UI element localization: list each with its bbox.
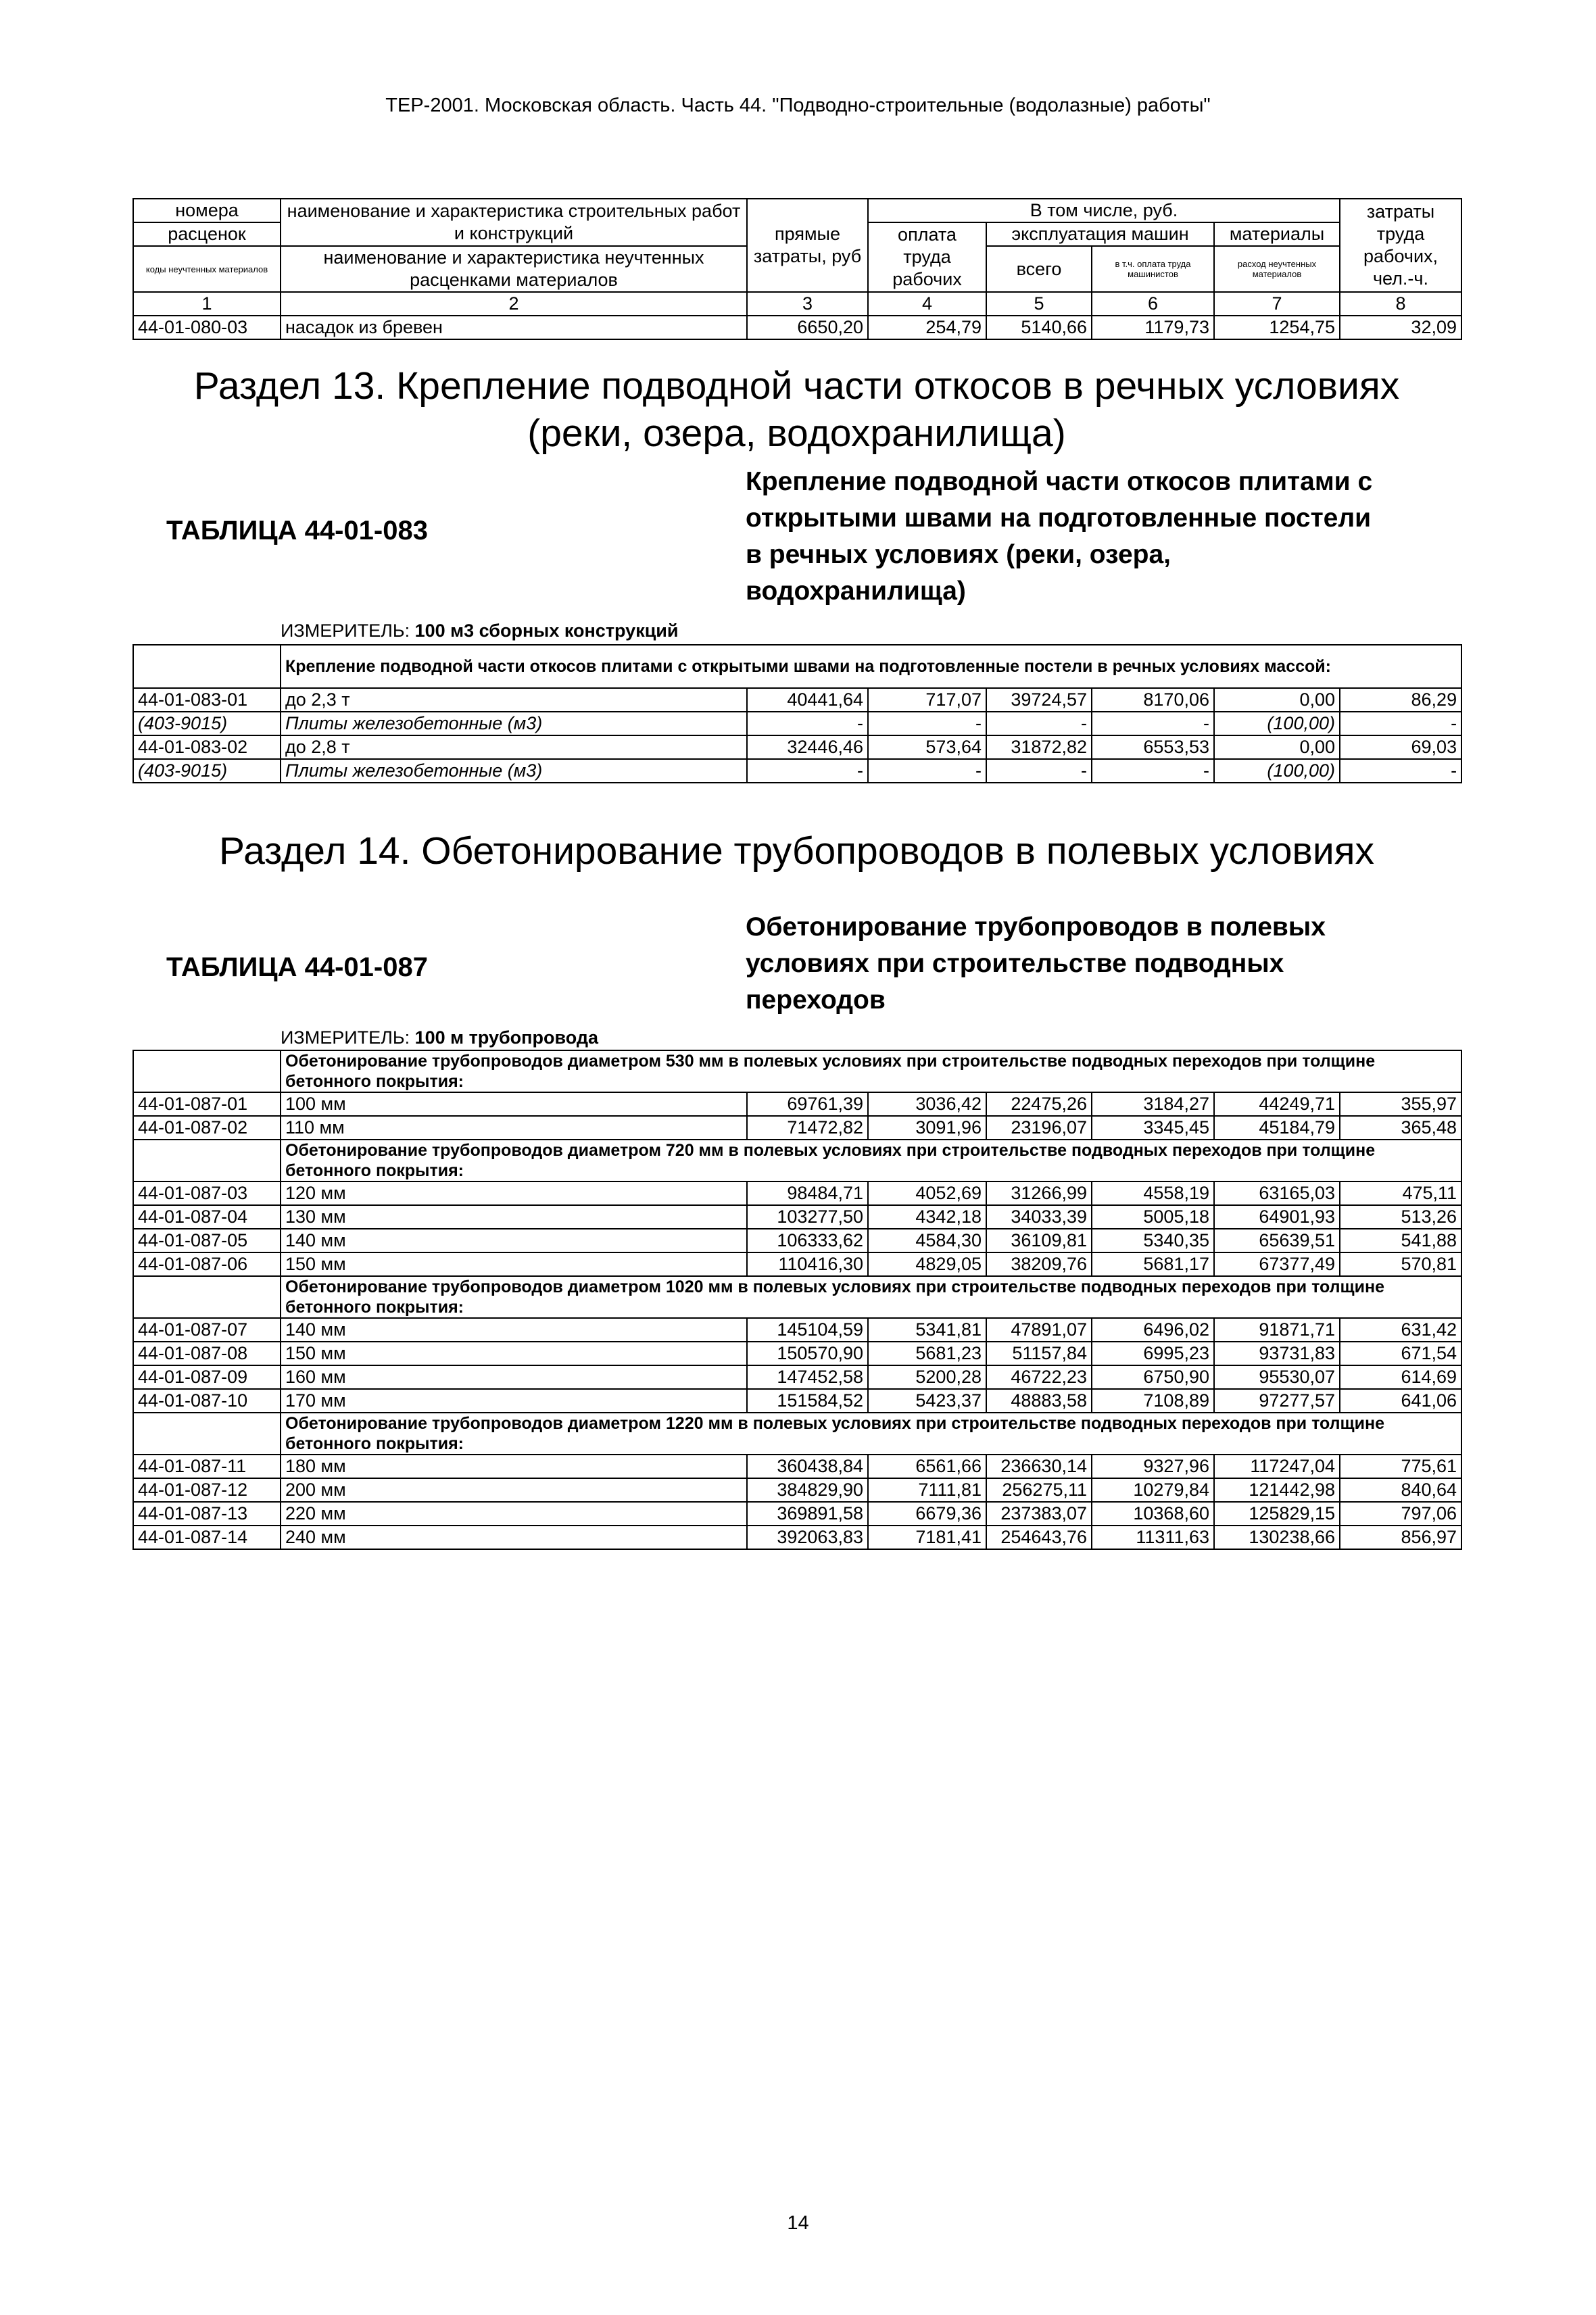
cell-value: 0,00 xyxy=(1214,735,1340,759)
col-header-materials: материалы xyxy=(1214,222,1340,246)
col-num: 4 xyxy=(868,292,986,316)
rate-code: 44-01-087-04 xyxy=(133,1205,281,1229)
cell-value: 3184,27 xyxy=(1092,1092,1214,1116)
cell-value: 91871,71 xyxy=(1214,1318,1340,1342)
cell-value: 7111,81 xyxy=(868,1478,986,1502)
cell-value: 5423,37 xyxy=(868,1389,986,1413)
table-label-083: ТАБЛИЦА 44-01-083 xyxy=(166,516,428,545)
cell-value: 541,88 xyxy=(1340,1229,1461,1252)
cell-value: 9327,96 xyxy=(1092,1455,1214,1478)
rate-code: 44-01-087-09 xyxy=(133,1365,281,1389)
rate-code: 44-01-087-08 xyxy=(133,1342,281,1365)
group-title: Крепление подводной части откосов плитами с открытыми швами на подготовленные постели в речных условиях массой: xyxy=(281,645,1461,688)
cell-value: 717,07 xyxy=(868,688,986,712)
rate-code: 44-01-087-10 xyxy=(133,1389,281,1413)
cell-value: 1179,73 xyxy=(1092,316,1214,339)
work-name: 140 мм xyxy=(281,1229,747,1252)
cell-value: 5140,66 xyxy=(986,316,1092,339)
rate-code: 44-01-083-01 xyxy=(133,688,281,712)
col-header-including: В том числе, руб. xyxy=(868,199,1340,222)
work-name: 170 мм xyxy=(281,1389,747,1413)
rate-code: 44-01-087-13 xyxy=(133,1502,281,1526)
table-row xyxy=(133,1092,1461,1116)
work-name: 180 мм xyxy=(281,1455,747,1478)
cell-value: 32446,46 xyxy=(747,735,868,759)
cell-value: 631,42 xyxy=(1340,1318,1461,1342)
cell-value: 365,48 xyxy=(1340,1116,1461,1140)
cell-value: - xyxy=(1092,712,1214,735)
col-header-direct-costs: прямые затраты, руб xyxy=(747,199,868,292)
cell-value: 797,06 xyxy=(1340,1502,1461,1526)
cell-value: 256275,11 xyxy=(986,1478,1092,1502)
cell-value: - xyxy=(747,712,868,735)
group-title: Обетонирование трубопроводов диаметром 1020 мм в полевых условиях при строительстве подводных переходов при толщине бетонного покрытия: xyxy=(281,1276,1461,1318)
col-num: 5 xyxy=(986,292,1092,316)
cell-value: 63165,03 xyxy=(1214,1181,1340,1205)
table-row xyxy=(133,1205,1461,1229)
cell-value: 103277,50 xyxy=(747,1205,868,1229)
material-row xyxy=(133,759,1461,783)
cell-value: 147452,58 xyxy=(747,1365,868,1389)
rate-code: 44-01-087-05 xyxy=(133,1229,281,1252)
work-name: 120 мм xyxy=(281,1181,747,1205)
work-name: 110 мм xyxy=(281,1116,747,1140)
group-title: Обетонирование трубопроводов диаметром 530 мм в полевых условиях при строительстве подводных переходов при толщине бетонного покрытия: xyxy=(281,1050,1461,1092)
table-desc-087: Обетонирование трубопроводов в полевых условиях при строительстве подводных переходов xyxy=(746,912,1326,1015)
cell-value: 31266,99 xyxy=(986,1181,1092,1205)
cell-value: 5005,18 xyxy=(1092,1205,1214,1229)
cell-value: 641,06 xyxy=(1340,1389,1461,1413)
col-num: 1 xyxy=(133,292,281,316)
cell-value: 4052,69 xyxy=(868,1181,986,1205)
table-row xyxy=(133,1116,1461,1140)
cell-value: 5200,28 xyxy=(868,1365,986,1389)
cell-value: 384829,90 xyxy=(747,1478,868,1502)
cell-value: 38209,76 xyxy=(986,1252,1092,1276)
work-name: 100 мм xyxy=(281,1092,747,1116)
cell-value: 4584,30 xyxy=(868,1229,986,1252)
material-code: (403-9015) xyxy=(133,712,281,735)
work-name: 140 мм xyxy=(281,1318,747,1342)
cell-value: 355,97 xyxy=(1340,1092,1461,1116)
cell-value: 36109,81 xyxy=(986,1229,1092,1252)
table-row xyxy=(133,1181,1461,1205)
cell-value: 6561,66 xyxy=(868,1455,986,1478)
cell-value: 106333,62 xyxy=(747,1229,868,1252)
cell-value: 69,03 xyxy=(1340,735,1461,759)
material-code: (403-9015) xyxy=(133,759,281,783)
table-label-087: ТАБЛИЦА 44-01-087 xyxy=(166,952,428,982)
measure-087: ИЗМЕРИТЕЛЬ: 100 м трубопровода xyxy=(281,1027,598,1048)
col-header-rates: расценок xyxy=(133,222,281,246)
cell-value: 4558,19 xyxy=(1092,1181,1214,1205)
cell-value: 5340,35 xyxy=(1092,1229,1214,1252)
cell-value: 97277,57 xyxy=(1214,1389,1340,1413)
cell-value: 125829,15 xyxy=(1214,1502,1340,1526)
work-name: до 2,3 т xyxy=(281,688,747,712)
cell-value: 360438,84 xyxy=(747,1455,868,1478)
cell-value: 10368,60 xyxy=(1092,1502,1214,1526)
rate-code: 44-01-087-14 xyxy=(133,1526,281,1549)
cell-value: 31872,82 xyxy=(986,735,1092,759)
cell-value: 110416,30 xyxy=(747,1252,868,1276)
cell-value: - xyxy=(986,712,1092,735)
cell-value: 856,97 xyxy=(1340,1526,1461,1549)
cell-value: 93731,83 xyxy=(1214,1342,1340,1365)
section-14-title: Раздел 14. Обетонирование трубопроводов в полевых условиях xyxy=(218,829,1375,873)
table-row xyxy=(133,1229,1461,1252)
cell-value: (100,00) xyxy=(1214,712,1340,735)
cell-value: 151584,52 xyxy=(747,1389,868,1413)
group-title: Обетонирование трубопроводов диаметром 720 мм в полевых условиях при строительстве подводных переходов при толщине бетонного покрытия: xyxy=(281,1140,1461,1181)
cell-value: 145104,59 xyxy=(747,1318,868,1342)
col-header-machines-total: всего xyxy=(986,246,1092,292)
cell-value: 23196,07 xyxy=(986,1116,1092,1140)
cell-value: 6679,36 xyxy=(868,1502,986,1526)
table-row xyxy=(133,688,1461,712)
work-name: 220 мм xyxy=(281,1502,747,1526)
col-num: 7 xyxy=(1214,292,1340,316)
rate-code: 44-01-087-11 xyxy=(133,1455,281,1478)
table-row xyxy=(133,735,1461,759)
cell-value: - xyxy=(747,759,868,783)
cell-value: 39724,57 xyxy=(986,688,1092,712)
rate-code: 44-01-087-06 xyxy=(133,1252,281,1276)
cell-value: 4829,05 xyxy=(868,1252,986,1276)
page-number: 14 xyxy=(787,2212,809,2234)
cell-value: 671,54 xyxy=(1340,1342,1461,1365)
table-row xyxy=(133,1318,1461,1342)
table-row xyxy=(133,1478,1461,1502)
cell-value: 5341,81 xyxy=(868,1318,986,1342)
cell-value: 51157,84 xyxy=(986,1342,1092,1365)
rate-code: 44-01-087-03 xyxy=(133,1181,281,1205)
cell-value: 392063,83 xyxy=(747,1526,868,1549)
cell-value: 236630,14 xyxy=(986,1455,1092,1478)
cell-value: 0,00 xyxy=(1214,688,1340,712)
cell-value: 22475,26 xyxy=(986,1092,1092,1116)
cell-value: 45184,79 xyxy=(1214,1116,1340,1140)
cell-value: 840,64 xyxy=(1340,1478,1461,1502)
rate-code: 44-01-080-03 xyxy=(133,316,281,339)
material-name: Плиты железобетонные (м3) xyxy=(281,759,747,783)
cell-value: 121442,98 xyxy=(1214,1478,1340,1502)
cell-value: 3091,96 xyxy=(868,1116,986,1140)
cell-value: 254,79 xyxy=(868,316,986,339)
col-num: 3 xyxy=(747,292,868,316)
col-header-name: наименование и характеристика строительных работ и конструкций xyxy=(281,199,747,246)
table-row xyxy=(133,1389,1461,1413)
table-row xyxy=(133,1252,1461,1276)
cell-value: - xyxy=(868,712,986,735)
cell-value: 44249,71 xyxy=(1214,1092,1340,1116)
col-num: 8 xyxy=(1340,292,1461,316)
cell-value: 614,69 xyxy=(1340,1365,1461,1389)
cell-value: 48883,58 xyxy=(986,1389,1092,1413)
work-name: 130 мм xyxy=(281,1205,747,1229)
cell-value: 237383,07 xyxy=(986,1502,1092,1526)
col-header-labor: затраты труда рабочих, чел.-ч. xyxy=(1340,199,1461,292)
work-name: 160 мм xyxy=(281,1365,747,1389)
cell-value: 10279,84 xyxy=(1092,1478,1214,1502)
rate-code: 44-01-087-02 xyxy=(133,1116,281,1140)
cell-value: 254643,76 xyxy=(986,1526,1092,1549)
page-header: ТЕР-2001. Московская область. Часть 44. "Подводно-строительные (водолазные) работы" xyxy=(385,95,1211,116)
header-table xyxy=(132,198,1461,340)
cell-value: 6750,90 xyxy=(1092,1365,1214,1389)
cell-value: 95530,07 xyxy=(1214,1365,1340,1389)
cell-value: 130238,66 xyxy=(1214,1526,1340,1549)
cell-value: 65639,51 xyxy=(1214,1229,1340,1252)
cell-value: 34033,39 xyxy=(986,1205,1092,1229)
cell-value: 7108,89 xyxy=(1092,1389,1214,1413)
table-083 xyxy=(132,644,1461,783)
material-name: Плиты железобетонные (м3) xyxy=(281,712,747,735)
cell-value: 69761,39 xyxy=(747,1092,868,1116)
cell-value: - xyxy=(868,759,986,783)
work-name: 150 мм xyxy=(281,1252,747,1276)
cell-value: 67377,49 xyxy=(1214,1252,1340,1276)
col-header-machinist-wages: в т.ч. оплата труда машинистов xyxy=(1092,246,1214,292)
cell-value: - xyxy=(1340,712,1461,735)
cell-value: 6496,02 xyxy=(1092,1318,1214,1342)
cell-value: 1254,75 xyxy=(1214,316,1340,339)
cell-value: 8170,06 xyxy=(1092,688,1214,712)
cell-value: 5681,23 xyxy=(868,1342,986,1365)
col-num: 6 xyxy=(1092,292,1214,316)
work-name: насадок из бревен xyxy=(281,316,747,339)
table-row xyxy=(133,316,1461,339)
cell-value: 775,61 xyxy=(1340,1455,1461,1478)
cell-value: 86,29 xyxy=(1340,688,1461,712)
cell-value: 3345,45 xyxy=(1092,1116,1214,1140)
col-header-material-consumption: расход неучтенных материалов xyxy=(1214,246,1340,292)
cell-value: 6553,53 xyxy=(1092,735,1214,759)
cell-value: 40441,64 xyxy=(747,688,868,712)
cell-value: 5681,17 xyxy=(1092,1252,1214,1276)
cell-value: 573,64 xyxy=(868,735,986,759)
cell-value: 150570,90 xyxy=(747,1342,868,1365)
cell-value: (100,00) xyxy=(1214,759,1340,783)
col-header-numbers: номера xyxy=(133,199,281,222)
col-header-machines: эксплуатация машин xyxy=(986,222,1214,246)
work-name: до 2,8 т xyxy=(281,735,747,759)
cell-value: 11311,63 xyxy=(1092,1526,1214,1549)
cell-value: 71472,82 xyxy=(747,1116,868,1140)
cell-value: 98484,71 xyxy=(747,1181,868,1205)
cell-value: 369891,58 xyxy=(747,1502,868,1526)
cell-value: 64901,93 xyxy=(1214,1205,1340,1229)
cell-value: 4342,18 xyxy=(868,1205,986,1229)
group-title: Обетонирование трубопроводов диаметром 1220 мм в полевых условиях при строительстве подводных переходов при толщине бетонного покрытия: xyxy=(281,1413,1461,1455)
rate-code: 44-01-087-12 xyxy=(133,1478,281,1502)
cell-value: 32,09 xyxy=(1340,316,1461,339)
cell-value: 513,26 xyxy=(1340,1205,1461,1229)
table-row xyxy=(133,1502,1461,1526)
cell-value: 6995,23 xyxy=(1092,1342,1214,1365)
section-13-title: Раздел 13. Крепление подводной части откосов в речных условиях (реки, озера, водохранилища) xyxy=(193,364,1400,455)
table-row xyxy=(133,1342,1461,1365)
cell-value: 570,81 xyxy=(1340,1252,1461,1276)
cell-value: 3036,42 xyxy=(868,1092,986,1116)
rate-code: 44-01-087-01 xyxy=(133,1092,281,1116)
cell-value: 7181,41 xyxy=(868,1526,986,1549)
cell-value: - xyxy=(1340,759,1461,783)
col-header-material-codes: коды неучтенных материалов xyxy=(133,246,281,292)
work-name: 240 мм xyxy=(281,1526,747,1549)
table-desc-083: Крепление подводной части откосов плитами с открытыми швами на подготовленные постели в речных условиях (реки, озера, водохранилища) xyxy=(746,467,1373,606)
cell-value: 47891,07 xyxy=(986,1318,1092,1342)
work-name: 150 мм xyxy=(281,1342,747,1365)
col-header-unaccounted-materials: наименование и характеристика неучтенных расценками материалов xyxy=(281,246,747,292)
cell-value: - xyxy=(1092,759,1214,783)
measure-083: ИЗМЕРИТЕЛЬ: 100 м3 сборных конструкций xyxy=(281,620,679,641)
cell-value: 117247,04 xyxy=(1214,1455,1340,1478)
rate-code: 44-01-083-02 xyxy=(133,735,281,759)
material-row xyxy=(133,712,1461,735)
table-row xyxy=(133,1455,1461,1478)
cell-value: 6650,20 xyxy=(747,316,868,339)
cell-value: 46722,23 xyxy=(986,1365,1092,1389)
rate-code: 44-01-087-07 xyxy=(133,1318,281,1342)
table-row xyxy=(133,1365,1461,1389)
table-087 xyxy=(132,1050,1461,1550)
cell-value: 475,11 xyxy=(1340,1181,1461,1205)
col-num: 2 xyxy=(281,292,747,316)
work-name: 200 мм xyxy=(281,1478,747,1502)
cell-value: - xyxy=(986,759,1092,783)
table-row xyxy=(133,1526,1461,1549)
col-header-wages: оплата труда рабочих xyxy=(868,222,986,292)
